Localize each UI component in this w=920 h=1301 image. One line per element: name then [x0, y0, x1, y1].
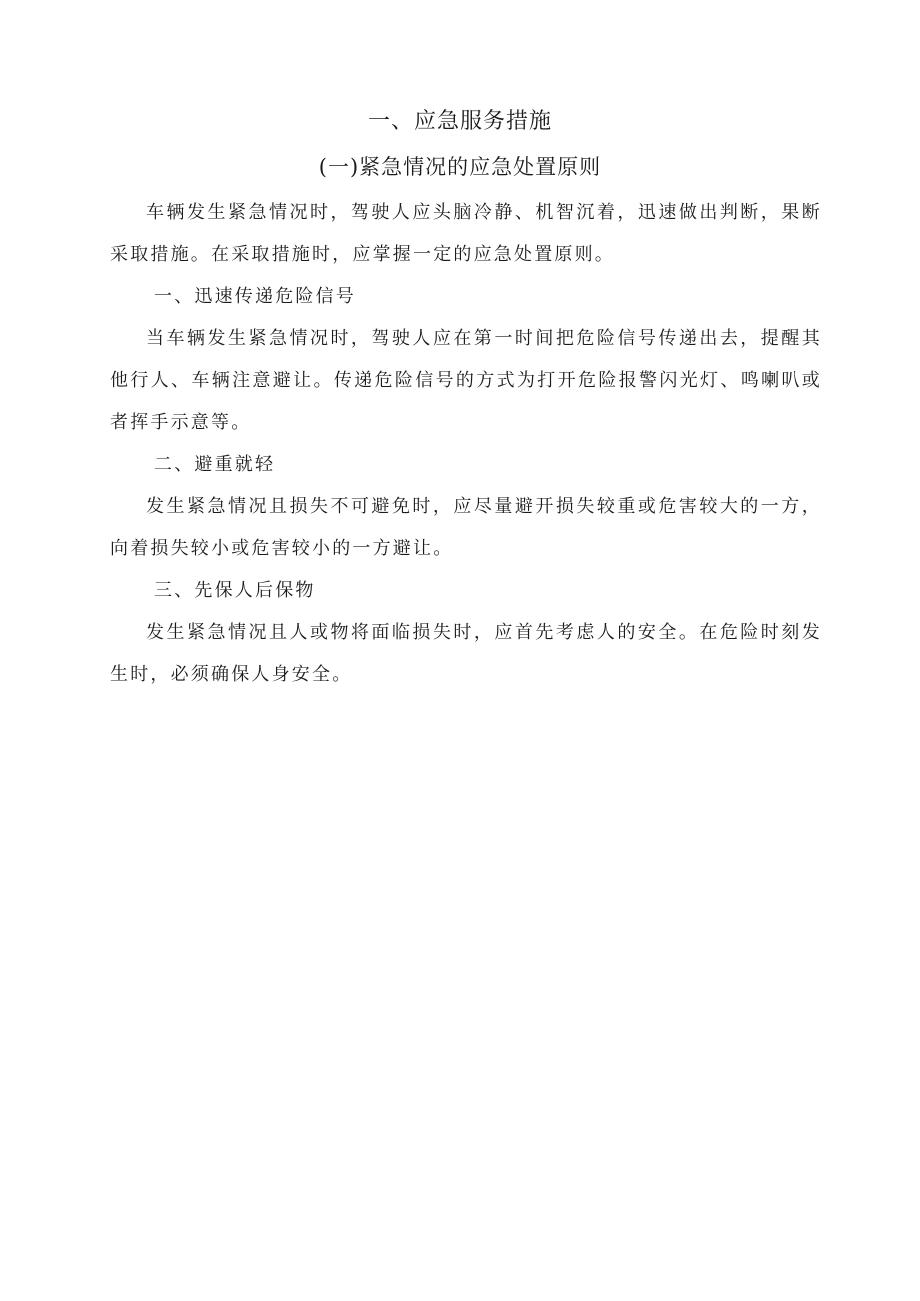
section-heading-3: 三、先保人后保物 [154, 580, 316, 601]
document-title: 一、应急服务措施 [367, 109, 552, 134]
section-paragraph-2: 发生紧急情况且损失不可避免时，应尽量避开损失较重或危害较大的一方，向着损失较小或危害较小的一方避让。 [110, 496, 822, 559]
section-paragraph-1: 当车辆发生紧急情况时，驾驶人应在第一时间把危险信号传递出去，提醒其他行人、车辆注意避让。传递危险信号的方式为打开危险报警闪光灯、鸣喇叭或者挥手示意等。 [110, 328, 822, 433]
document-subtitle: (一)紧急情况的应急处置原则 [318, 155, 602, 179]
section-paragraph-3: 发生紧急情况且人或物将面临损失时，应首先考虑人的安全。在危险时刻发生时，必须确保人身安全。 [110, 622, 822, 685]
section-heading-1: 一、迅速传递危险信号 [154, 286, 356, 307]
intro-paragraph: 车辆发生紧急情况时，驾驶人应头脑冷静、机智沉着，迅速做出判断，果断采取措施。在采取措施时，应掌握一定的应急处置原则。 [110, 202, 822, 265]
section-heading-2: 二、避重就轻 [154, 454, 276, 475]
